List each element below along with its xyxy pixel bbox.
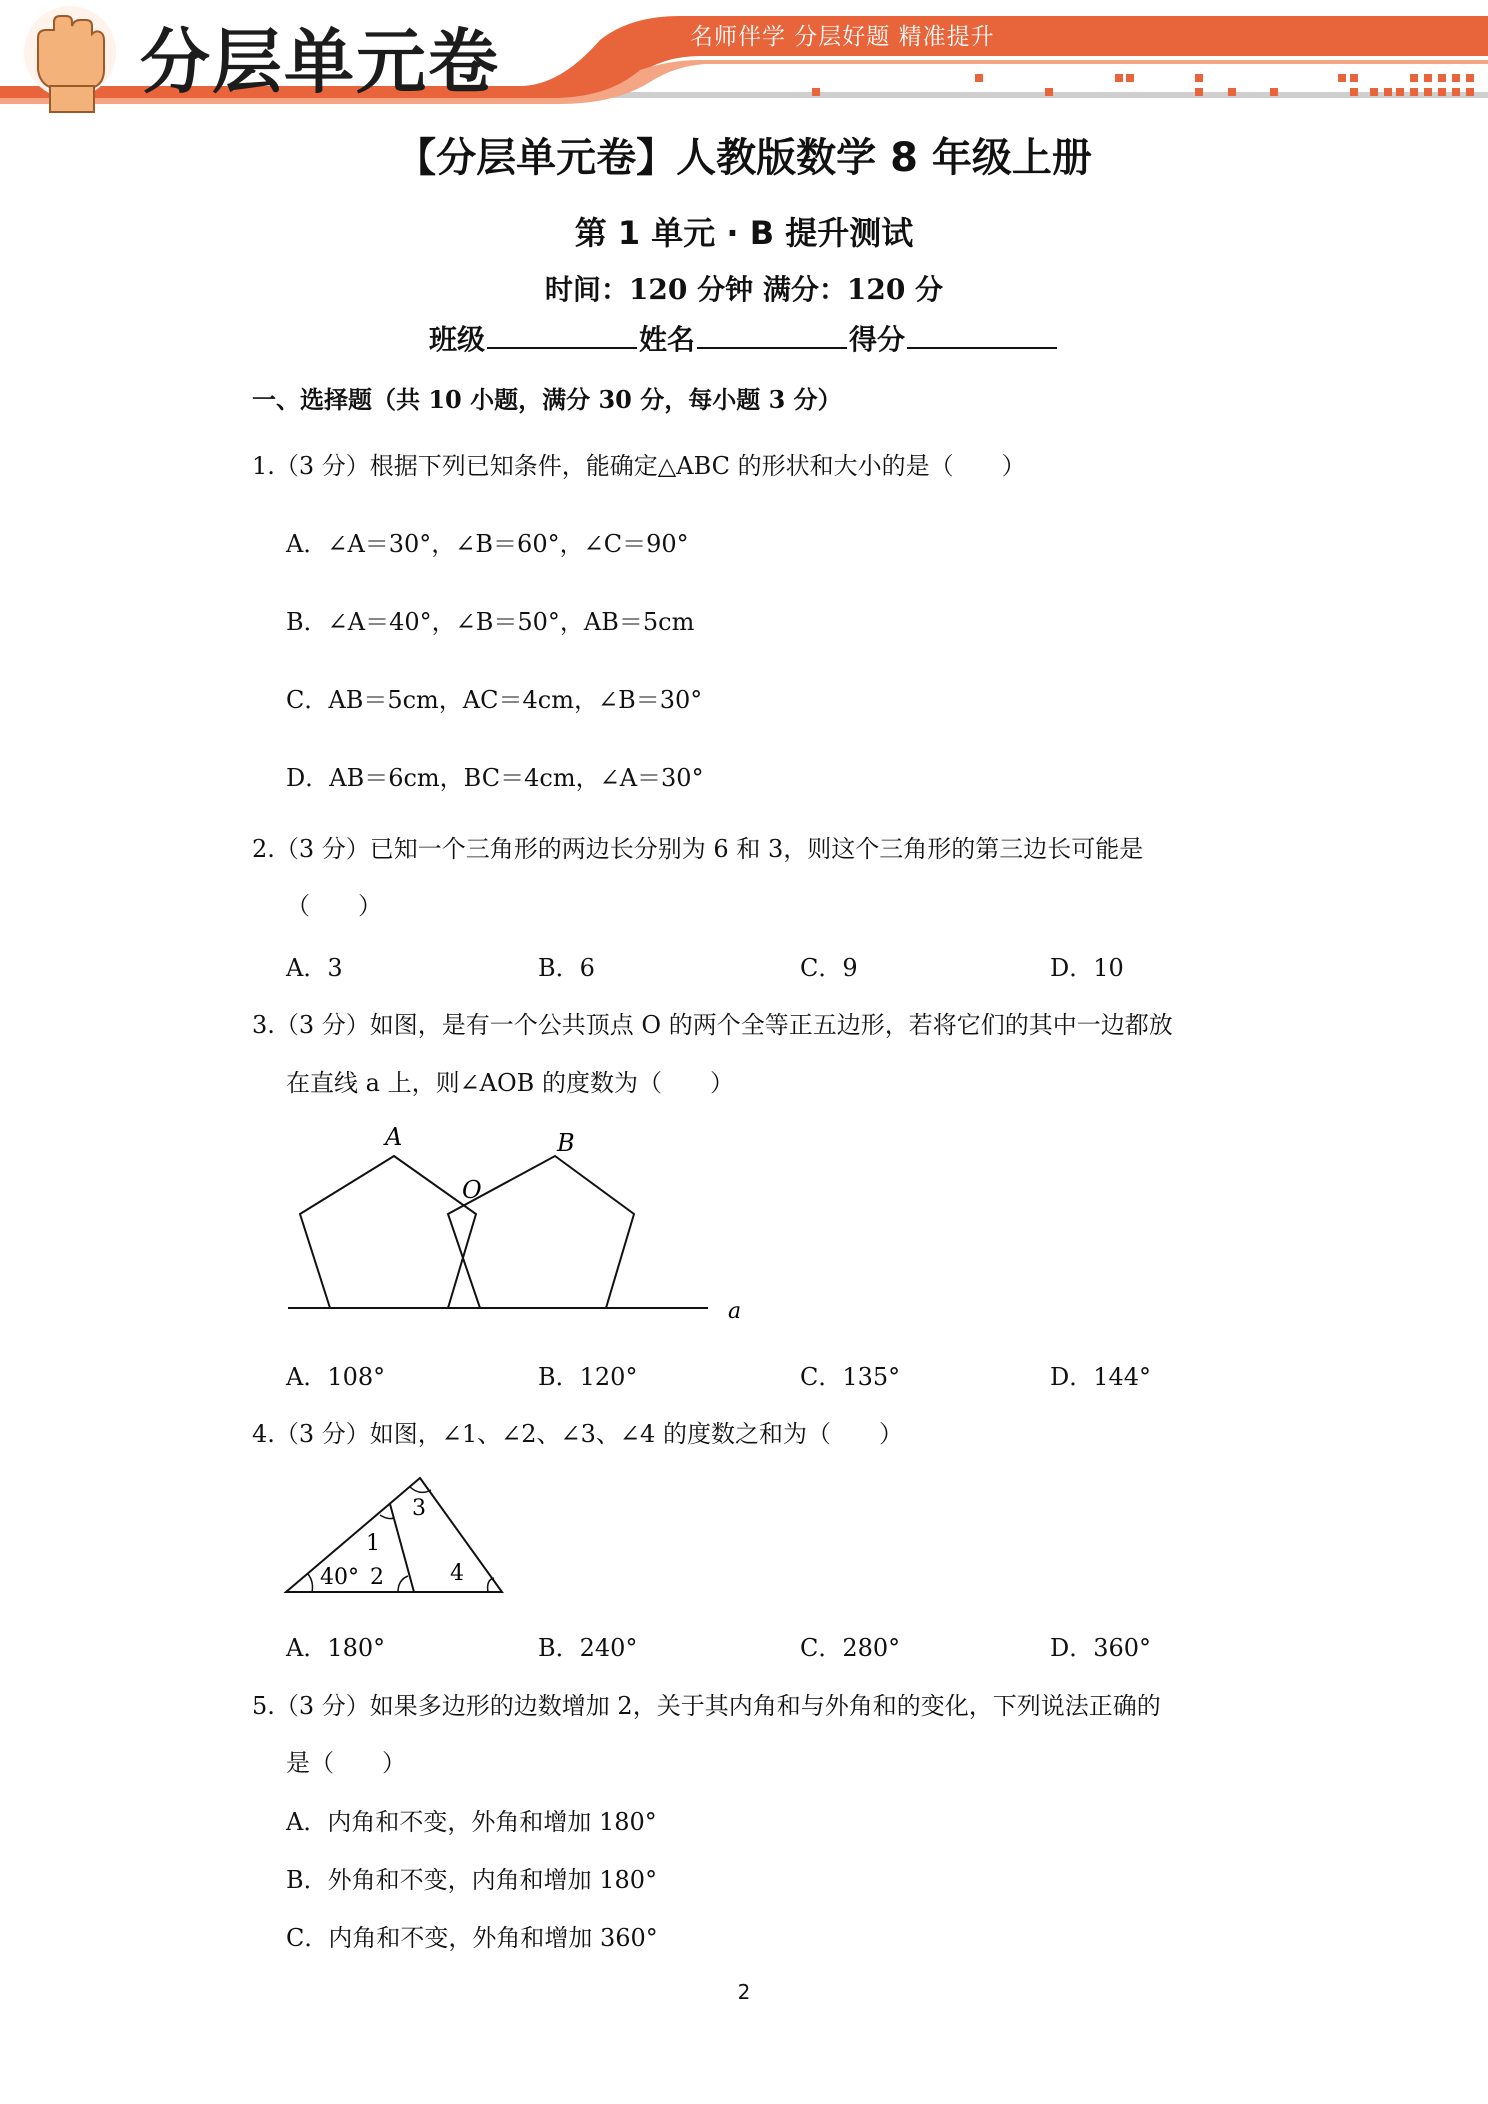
question-4-option-b: B．240° — [538, 1634, 638, 1662]
question-2-stem-cont: （ ） — [286, 892, 382, 920]
name-label: 姓名 — [638, 323, 695, 356]
class-blank[interactable] — [487, 321, 637, 349]
name-blank[interactable] — [697, 321, 847, 349]
question-5-stem-cont: 是（ ） — [286, 1749, 406, 1777]
question-3-stem-cont: 在直线 a 上，则∠AOB 的度数为（ ） — [286, 1069, 734, 1097]
question-2-option-b: B．6 — [538, 954, 595, 982]
score-label: 得分 — [849, 323, 906, 356]
label-40: 40° — [320, 1565, 359, 1590]
document-subtitle: 第 1 单元 · B 提升测试 — [574, 214, 914, 252]
pentagon-figure — [270, 1118, 770, 1338]
inner-segment — [390, 1504, 414, 1592]
question-1-option-c: C．AB＝5cm，AC＝4cm，∠B＝30° — [286, 686, 703, 714]
exam-meta: 时间：120 分钟 满分：120 分 — [544, 273, 944, 306]
label-2: 2 — [370, 1565, 384, 1590]
question-3-option-c: C．135° — [800, 1363, 901, 1391]
outer-triangle — [286, 1478, 502, 1592]
left-pentagon — [300, 1156, 476, 1308]
question-3-stem: 3.（3 分）如图，是有一个公共顶点 O 的两个全等正五边形，若将它们的其中一边都放 — [252, 1011, 1173, 1039]
triangle-figure — [280, 1470, 520, 1600]
arc-1 — [380, 1515, 394, 1519]
header-tagline: 名师伴学 分层好题 精准提升 — [690, 24, 995, 50]
question-3-option-b: B．120° — [538, 1363, 638, 1391]
label-1: 1 — [366, 1531, 380, 1556]
label-3: 3 — [412, 1496, 426, 1521]
question-3-option-a: A．108° — [286, 1363, 386, 1391]
question-4-option-a: A．180° — [286, 1634, 386, 1662]
class-label: 班级 — [428, 323, 485, 356]
page-header — [0, 0, 1488, 118]
question-2-stem: 2.（3 分）已知一个三角形的两边长分别为 6 和 3，则这个三角形的第三边长可能是 — [252, 835, 1144, 863]
label-A: A — [385, 1123, 403, 1151]
question-4-option-c: C．280° — [800, 1634, 901, 1662]
label-B: B — [557, 1129, 575, 1157]
question-1-stem: 1.（3 分）根据下列已知条件，能确定△ABC 的形状和大小的是（ ） — [252, 452, 1026, 480]
document-title: 【分层单元卷】人教版数学 8 年级上册 — [396, 135, 1092, 181]
question-5-option-b: B．外角和不变，内角和增加 180° — [286, 1866, 658, 1894]
question-1-option-b: B．∠A＝40°，∠B＝50°，AB＝5cm — [286, 608, 695, 636]
question-4-option-d: D．360° — [1050, 1634, 1152, 1662]
arc-40 — [308, 1574, 313, 1592]
question-5-option-a: A．内角和不变，外角和增加 180° — [286, 1808, 657, 1836]
section-heading: 一、选择题（共 10 小题，满分 30 分，每小题 3 分） — [252, 385, 842, 414]
label-a: a — [728, 1299, 742, 1324]
page-number: 2 — [737, 1980, 751, 2004]
label-4: 4 — [450, 1561, 464, 1586]
student-fields — [0, 318, 1488, 358]
question-2-option-d: D．10 — [1050, 954, 1124, 982]
score-blank[interactable] — [907, 321, 1057, 349]
label-O: O — [462, 1176, 482, 1204]
question-3-option-d: D．144° — [1050, 1363, 1152, 1391]
question-4-stem: 4.（3 分）如图，∠1、∠2、∠3、∠4 的度数之和为（ ） — [252, 1420, 903, 1448]
question-5-stem: 5.（3 分）如果多边形的边数增加 2，关于其内角和与外角和的变化，下列说法正确的 — [252, 1692, 1161, 1720]
question-2-option-c: C．9 — [800, 954, 858, 982]
question-2-option-a: A．3 — [286, 954, 343, 982]
brand-title: 分层单元卷 — [140, 21, 500, 103]
question-5-option-c: C．内角和不变，外角和增加 360° — [286, 1924, 658, 1952]
question-1-option-d: D．AB＝6cm，BC＝4cm，∠A＝30° — [286, 764, 704, 792]
question-1-option-a: A．∠A＝30°，∠B＝60°，∠C＝90° — [286, 530, 689, 558]
arc-2 — [398, 1576, 408, 1592]
